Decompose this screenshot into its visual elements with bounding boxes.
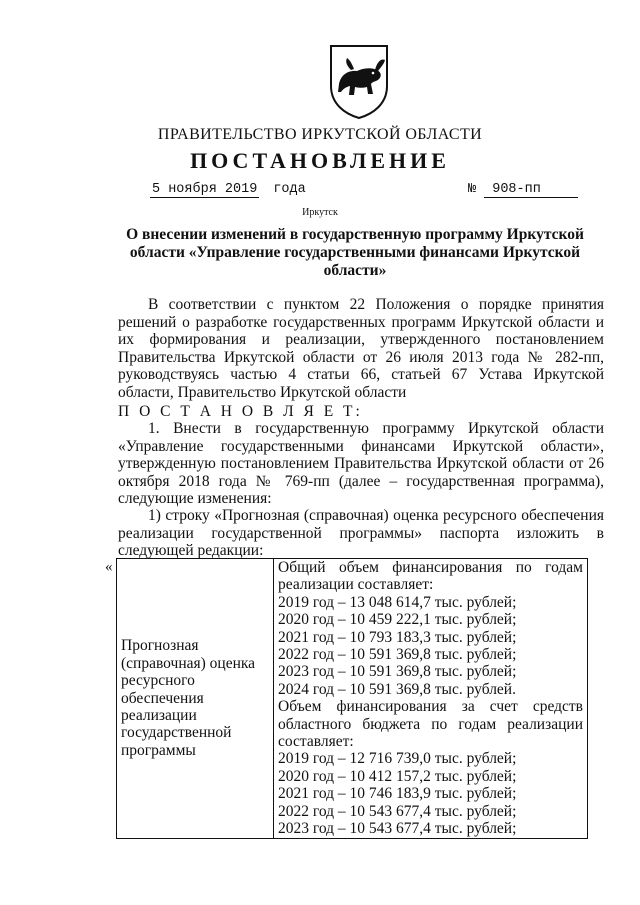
table-label-cell <box>117 559 274 839</box>
government-name: ПРАВИТЕЛЬСТВО ИРКУТСКОЙ ОБЛАСТИ <box>157 126 483 143</box>
regional-heading-line: областного бюджета по годам реализации <box>278 715 583 733</box>
regional-year-line: 2020 год – 10 412 157,2 тыс. рублей; <box>278 767 517 785</box>
total-year-line: 2022 год – 10 591 369,8 тыс. рублей; <box>278 646 517 664</box>
number-sign: № <box>468 182 477 197</box>
irkutsk-coat-of-arms-icon <box>327 40 391 120</box>
document-date <box>150 182 306 198</box>
table-label: Прогнозная (справочная) оценка ресурсного обеспечения реализации государственной программы <box>121 637 256 759</box>
document-title: О внесении изменений в государственную программу Иркутской области «Управление государственными финансами Иркутской области» <box>126 226 584 279</box>
total-year-line: 2019 год – 13 048 614,7 тыс. рублей; <box>278 593 517 611</box>
total-heading-line: реализации составляет: <box>278 576 434 594</box>
document-number <box>468 182 578 198</box>
open-quote: « <box>105 559 113 575</box>
paragraph-subitem-1: 1) строку «Прогнозная (справочная) оценка ресурсного обеспечения реализации государственной программы» паспорта изложить в следующей редакции: <box>118 507 604 560</box>
table-row <box>117 559 588 839</box>
date-value: 5 ноября 2019 <box>152 182 258 197</box>
total-year-line: 2020 год – 10 459 222,1 тыс. рублей; <box>278 611 517 629</box>
total-year-line: 2023 год – 10 591 369,8 тыс. рублей; <box>278 663 517 681</box>
regional-year-line: 2019 год – 12 716 739,0 тыс. рублей; <box>278 750 517 768</box>
regional-year-line: 2023 год – 10 543 677,4 тыс. рублей; <box>278 820 517 838</box>
total-year-line: 2021 год – 10 793 183,3 тыс. рублей; <box>278 628 517 646</box>
regional-year-line: 2022 год – 10 543 677,4 тыс. рублей; <box>278 802 517 820</box>
date-suffix: года <box>273 182 306 197</box>
total-year-line: 2024 год – 10 591 369,8 тыс. рублей. <box>278 680 516 698</box>
regional-year-line: 2021 год – 10 746 183,9 тыс. рублей; <box>278 785 517 803</box>
passport-table <box>116 558 588 839</box>
regional-heading-line: составляет: <box>278 733 354 751</box>
total-heading-line: Общий объем финансирования по годам <box>278 559 583 576</box>
paragraph-item-1: 1. Внести в государственную программу Иркутской области «Управление государственными финансами Иркутской области», утвержденную постановлением Правительства Иркутской области от 26 октября 2018 года № 769-пп (далее – государственная программа), следующие изменения: <box>118 420 604 508</box>
paragraph-preamble: В соответствии с пунктом 22 Положения о порядке принятия решений о разработке государственных программ Иркутской области и их формирования и реализации, утвержденного постановлением Правительства Иркутской области от 26 июля 2013 года № 282-пп, руководствуясь частью 4 статьи 66, статьей 67 Устава Иркутской области, Правительство Иркутской области <box>118 296 604 401</box>
regional-heading-line: Объем финансирования за счет средств <box>278 698 583 716</box>
city-name: Иркутск <box>302 207 338 218</box>
number-value: 908-пп <box>484 182 578 198</box>
table-value-cell <box>274 559 588 839</box>
decree-word: П О С Т А Н О В Л Я Е Т: <box>118 403 363 420</box>
document-type: ПОСТАНОВЛЕНИЕ <box>190 148 450 173</box>
